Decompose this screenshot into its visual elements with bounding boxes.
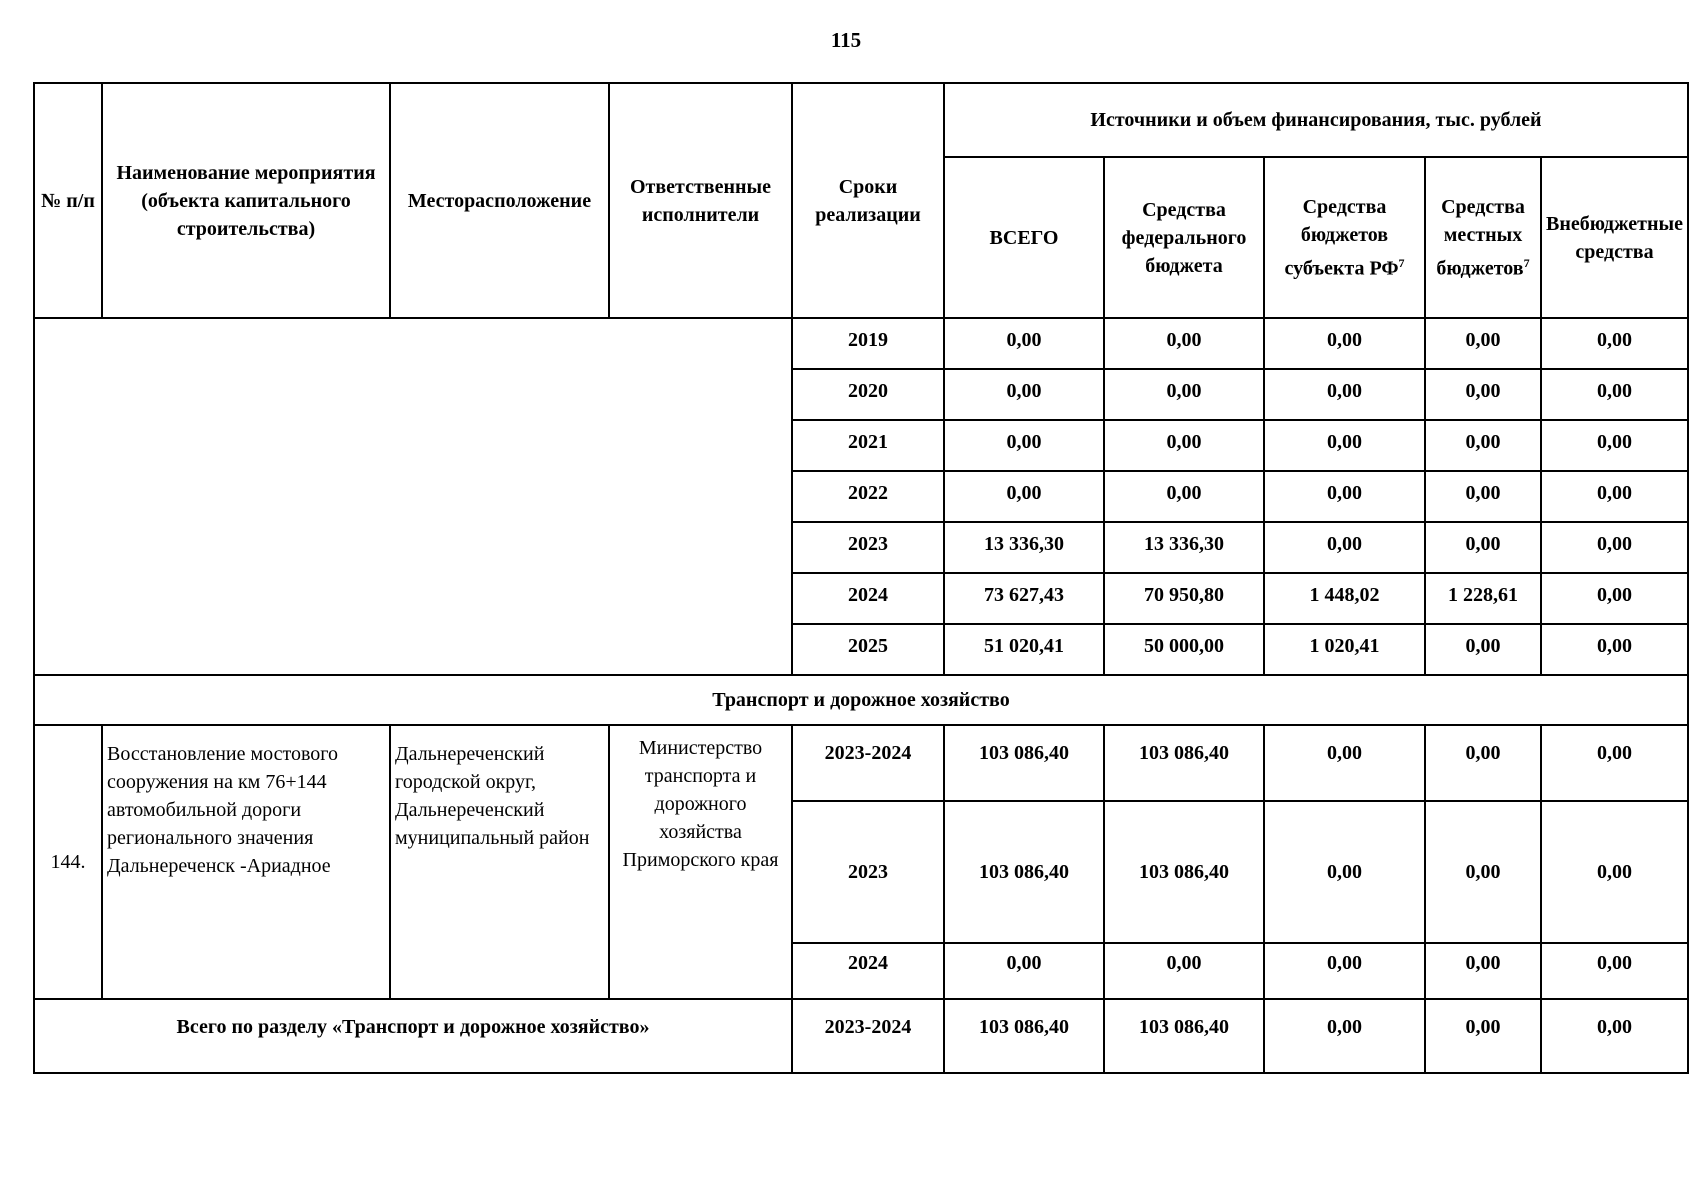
table-row xyxy=(34,318,1688,369)
year-cell: 2022 xyxy=(792,471,944,522)
federal-cell: 13 336,30 xyxy=(1104,522,1264,573)
page-number: 115 xyxy=(830,28,862,52)
total-cell: 0,00 xyxy=(944,943,1104,999)
total-cell: 103 086,40 xyxy=(944,801,1104,943)
extra-cell: 0,00 xyxy=(1541,725,1688,801)
item-location: Дальнереченский городской округ, Дальнереченский муниципальный район xyxy=(390,725,609,999)
total-cell: 51 020,41 xyxy=(944,624,1104,675)
header-regional: Средства бюджетов субъекта $РФ^7$ xyxy=(1264,157,1425,318)
section-total-label: Всего по разделу «Транспорт и дорожное хозяйство» xyxy=(34,999,792,1073)
header-funding-group: Источники и объем финансирования, тыс. рублей xyxy=(944,83,1688,157)
local-cell: 0,00 xyxy=(1425,318,1541,369)
total-cell: 0,00 xyxy=(944,369,1104,420)
section-title: Транспорт и дорожное хозяйство xyxy=(34,675,1688,725)
year-cell: 2021 xyxy=(792,420,944,471)
regional-cell: 0,00 xyxy=(1264,318,1425,369)
federal-cell: 103 086,40 xyxy=(1104,999,1264,1073)
extra-cell: 0,00 xyxy=(1541,573,1688,624)
header-executors: Ответственные исполнители xyxy=(609,83,792,318)
federal-cell: 103 086,40 xyxy=(1104,801,1264,943)
regional-cell: 0,00 xyxy=(1264,725,1425,801)
extra-cell: 0,00 xyxy=(1541,624,1688,675)
local-cell: 0,00 xyxy=(1425,471,1541,522)
header-extra: Внебюджетные средства xyxy=(1541,157,1688,318)
regional-cell: 0,00 xyxy=(1264,801,1425,943)
year-cell: 2024 xyxy=(792,943,944,999)
extra-cell: 0,00 xyxy=(1541,943,1688,999)
year-cell: 2020 xyxy=(792,369,944,420)
federal-cell: 50 000,00 xyxy=(1104,624,1264,675)
header-total: ВСЕГО xyxy=(944,157,1104,318)
federal-cell: 0,00 xyxy=(1104,369,1264,420)
local-cell: 0,00 xyxy=(1425,943,1541,999)
local-cell: 0,00 xyxy=(1425,624,1541,675)
year-cell: 2023-2024 xyxy=(792,999,944,1073)
header-location: Месторасположение xyxy=(390,83,609,318)
regional-cell: 1 020,41 xyxy=(1264,624,1425,675)
year-cell: 2023 xyxy=(792,522,944,573)
total-cell: 0,00 xyxy=(944,420,1104,471)
total-cell: 0,00 xyxy=(944,471,1104,522)
year-cell: 2024 xyxy=(792,573,944,624)
extra-cell: 0,00 xyxy=(1541,801,1688,943)
local-cell: 0,00 xyxy=(1425,999,1541,1073)
year-cell: 2019 xyxy=(792,318,944,369)
item-executor: Министерство транспорта и дорожного хозяйства Приморского края xyxy=(609,725,792,999)
year-cell: 2023 xyxy=(792,801,944,943)
header-name: Наименование мероприятия (объекта капитального строительства) xyxy=(102,83,390,318)
total-cell: 103 086,40 xyxy=(944,725,1104,801)
year-cell: 2023-2024 xyxy=(792,725,944,801)
financing-table xyxy=(33,82,1689,1074)
local-cell: 1 228,61 xyxy=(1425,573,1541,624)
extra-cell: 0,00 xyxy=(1541,420,1688,471)
header-period: Сроки реализации xyxy=(792,83,944,318)
section-total-row xyxy=(34,999,1688,1073)
local-cell: 0,00 xyxy=(1425,725,1541,801)
local-cell: 0,00 xyxy=(1425,522,1541,573)
federal-cell: 0,00 xyxy=(1104,420,1264,471)
table-row xyxy=(34,725,1688,801)
extra-cell: 0,00 xyxy=(1541,522,1688,573)
total-cell: 0,00 xyxy=(944,318,1104,369)
year-cell: 2025 xyxy=(792,624,944,675)
regional-cell: 0,00 xyxy=(1264,471,1425,522)
item-number: 144. xyxy=(34,725,102,999)
regional-cell: 0,00 xyxy=(1264,943,1425,999)
extra-cell: 0,00 xyxy=(1541,471,1688,522)
total-cell: 13 336,30 xyxy=(944,522,1104,573)
extra-cell: 0,00 xyxy=(1541,999,1688,1073)
local-cell: 0,00 xyxy=(1425,420,1541,471)
extra-cell: 0,00 xyxy=(1541,318,1688,369)
federal-cell: 0,00 xyxy=(1104,471,1264,522)
regional-cell: 1 448,02 xyxy=(1264,573,1425,624)
regional-cell: 0,00 xyxy=(1264,369,1425,420)
regional-cell: 0,00 xyxy=(1264,999,1425,1073)
header-federal: Средства федерального бюджета xyxy=(1104,157,1264,318)
federal-cell: 70 950,80 xyxy=(1104,573,1264,624)
local-cell: 0,00 xyxy=(1425,369,1541,420)
federal-cell: 103 086,40 xyxy=(1104,725,1264,801)
empty-merged-cell xyxy=(34,318,792,675)
item-name: Восстановление мостового сооружения на км 76+144 автомобильной дороги регионального значения Дальнереченск -Ариадное xyxy=(102,725,390,999)
local-cell: 0,00 xyxy=(1425,801,1541,943)
extra-cell: 0,00 xyxy=(1541,369,1688,420)
header-number: № п/п xyxy=(34,83,102,318)
header-local: Средства местных бюджетов$^7$ xyxy=(1425,157,1541,318)
regional-cell: 0,00 xyxy=(1264,522,1425,573)
total-cell: 103 086,40 xyxy=(944,999,1104,1073)
regional-cell: 0,00 xyxy=(1264,420,1425,471)
federal-cell: 0,00 xyxy=(1104,943,1264,999)
total-cell: 73 627,43 xyxy=(944,573,1104,624)
federal-cell: 0,00 xyxy=(1104,318,1264,369)
